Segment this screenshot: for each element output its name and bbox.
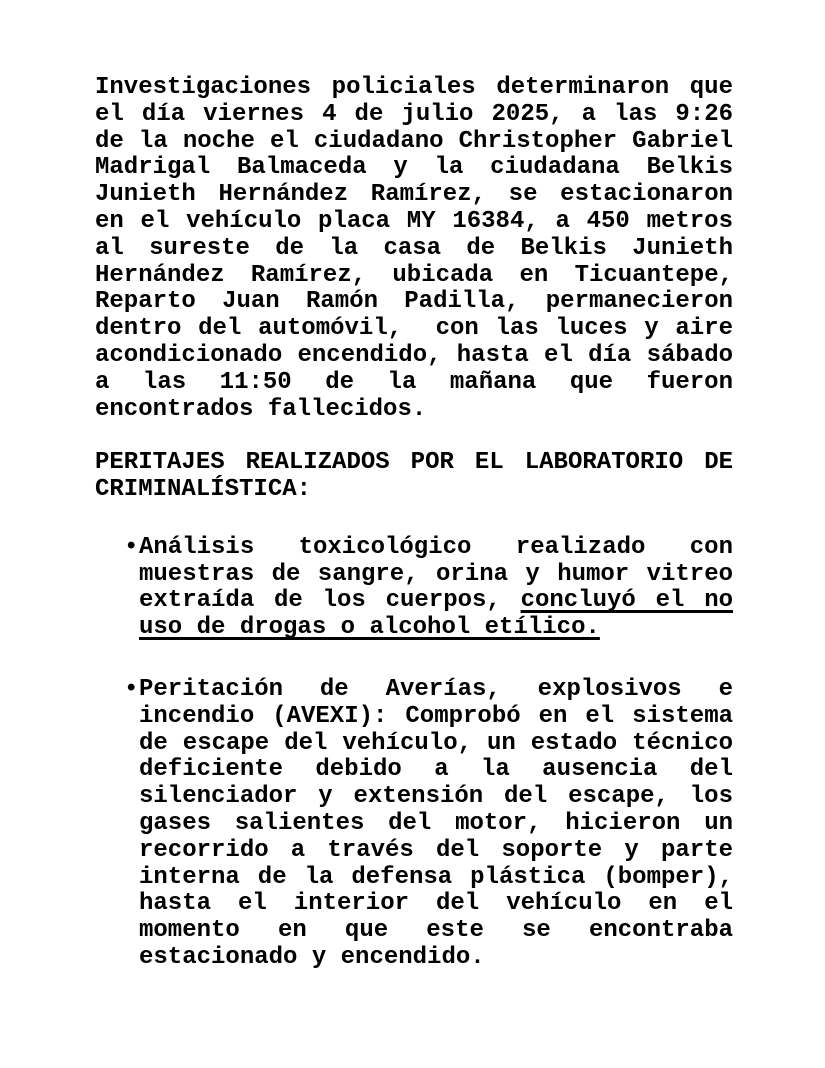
list-item-toxicology — [124, 533, 733, 642]
findings-list — [95, 535, 733, 972]
list-item-avexi — [124, 675, 733, 972]
toxicology-conclusion-underlined: concluyó el no uso de drogas o alcohol etílico. — [139, 587, 733, 642]
section-heading: PERITAJES REALIZADOS POR EL LABORATORIO DE CRIMINALÍSTICA: — [95, 449, 733, 503]
bullet-icon: • — [124, 675, 139, 703]
bullet-icon: • — [124, 533, 139, 561]
avexi-text: Peritación de Averías, explosivos e incendio (AVEXI): Comprobó en el sistema de escape del vehículo, un estado técnico deficiente debido a la ausencia del silenciador y extensión del escape, los gases salientes del motor, hicieron un recorrido a través del soporte y parte interna de la defensa plástica (bomper), hasta el interior del vehículo en el momento en que este se encontraba estacionado y encendido. — [139, 675, 733, 971]
intro-paragraph: Investigaciones policiales determinaron que el día viernes 4 de julio 2025, a las 9:26 de la noche el ciudadano Christopher Gabriel Madrigal Balmaceda y la ciudadana Belkis Junieth Hernández Ramírez, se estacionaron en el vehículo placa MY 16384, a 450 metros al sureste de la casa de Belkis Junieth Hernández Ramírez, ubicada en Ticuantepe, Reparto Juan Ramón Padilla, permanecieron dentro del automóvil, con las luces y aire acondicionado encendido, hasta el día sábado a las 11:50 de la mañana que fueron encontrados fallecidos. — [95, 74, 733, 423]
toxicology-text: Análisis toxicológico realizado con muestras de sangre, orina y humor vitreo extraída de los cuerpos, — [139, 533, 733, 615]
